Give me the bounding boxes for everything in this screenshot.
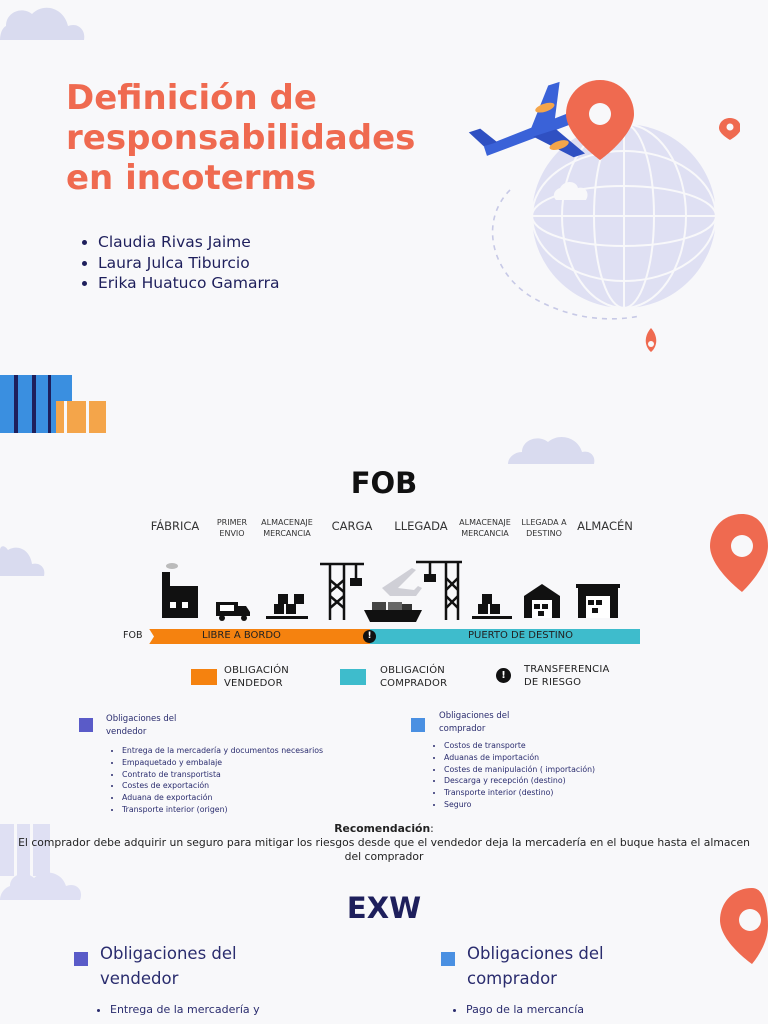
- stage-label: ALMACÉN: [577, 519, 633, 533]
- fob-seller-list: [108, 745, 362, 816]
- cloud-top-left-icon: [0, 0, 90, 45]
- list-item: • Transporte interior (origen): [122, 804, 362, 816]
- fob-buyer-list: [430, 740, 664, 811]
- fob-seller-title: Obligaciones del vendedor: [106, 714, 177, 737]
- free-on-board-label: LIBRE A BORDO: [202, 630, 281, 641]
- exw-buyer-title: Obligaciones del comprador: [467, 944, 604, 988]
- stage-label: CARGA: [331, 519, 373, 533]
- list-item: • Costes de exportación: [122, 780, 362, 792]
- legend-risk-icon: !: [496, 668, 511, 683]
- list-item: • Entrega de la mercadería y documentos necesarios: [122, 745, 362, 757]
- risk-transfer-marker-icon: !: [363, 630, 376, 643]
- list-item: • Pago de la mercancía: [466, 1002, 706, 1018]
- globe-illustration-icon: [440, 70, 740, 360]
- boxes-decoration-icon: [0, 375, 106, 433]
- stage-label: PRIMER ENVIO: [216, 518, 248, 538]
- cloud-left-icon: [0, 536, 46, 578]
- legend-seller-swatch: [191, 669, 217, 685]
- factory-icon: [162, 563, 198, 618]
- list-item: • Aduana de exportación: [122, 792, 362, 804]
- legend-seller-label: OBLIGACIÓN VENDEDOR: [224, 665, 289, 689]
- fob-tag-label: FOB: [123, 630, 143, 641]
- recommendation-label: Recomendación: [334, 822, 431, 835]
- recommendation: Recomendación: El comprador debe adquirir un seguro para mitigar los riesgos desde que el vendedor deja la mercadería en el buque hasta el almacen del comprador: [18, 822, 750, 863]
- crane-icon: [416, 562, 462, 620]
- legend-buyer-label: OBLIGACIÓN COMPRADOR: [380, 665, 448, 689]
- recommendation-text: El comprador debe adquirir un seguro para mitigar los riesgos desde que el vendedor deja la mercadería en el buque hasta el almacen del comprador: [18, 836, 750, 863]
- legend-risk-label: TRANSFERENCIA DE RIESGO: [524, 664, 610, 688]
- fob-title: FOB: [350, 466, 418, 500]
- truck-icon: [216, 602, 250, 621]
- exw-buyer-list: [452, 1002, 706, 1018]
- author-list: [82, 232, 280, 294]
- storage-boxes-icon: [266, 594, 308, 619]
- exw-title: EXW: [346, 891, 422, 925]
- warehouse-icon: [524, 584, 560, 618]
- legend-buyer-swatch: [340, 669, 366, 685]
- crane-icon: [320, 564, 364, 620]
- page-title: [66, 78, 466, 198]
- list-item: • Transporte interior (destino): [444, 787, 664, 799]
- list-item: • Contrato de transportista: [122, 769, 362, 781]
- exw-seller-list: [96, 1002, 350, 1018]
- exw-buyer-bullet-icon: [441, 952, 455, 966]
- destination-port-label: PUERTO DE DESTINO: [468, 630, 574, 641]
- stage-label: ALMACENAJE MERCANCIA: [459, 518, 511, 538]
- author-item: • Claudia Rivas Jaime: [98, 232, 280, 253]
- list-item: • Costos de transporte: [444, 740, 664, 752]
- cloud-mid-icon: [508, 430, 596, 466]
- list-item: • Entrega de la mercadería y: [110, 1002, 350, 1018]
- warehouse-final-icon: [576, 584, 620, 618]
- stage-label: ALMACENAJE MERCANCIA: [261, 518, 313, 538]
- storage-boxes-icon: [472, 594, 512, 619]
- seller-bullet-icon: [79, 718, 93, 732]
- list-item: • Aduanas de importación: [444, 752, 664, 764]
- author-item: • Erika Huatuco Gamarra: [98, 273, 280, 294]
- title-line-2: responsabilidades: [66, 118, 416, 158]
- pin-bottom-right-icon: [718, 886, 768, 966]
- ship-icon: [364, 602, 422, 622]
- title-line-3: en incoterms: [66, 158, 317, 198]
- stage-label: LLEGADA: [394, 519, 448, 533]
- fob-buyer-title: Obligaciones del comprador: [439, 711, 510, 734]
- list-item: • Costes de manipulación ( importación): [444, 764, 664, 776]
- list-item: • Empaquetado y embalaje: [122, 757, 362, 769]
- list-item: • Seguro: [444, 799, 664, 811]
- buyer-bullet-icon: [411, 718, 425, 732]
- exw-seller-title: Obligaciones del vendedor: [100, 944, 237, 988]
- author-item: • Laura Julca Tiburcio: [98, 253, 280, 274]
- exw-seller-bullet-icon: [74, 952, 88, 966]
- pin-right-icon: [708, 512, 768, 594]
- fob-timeline-bar: [120, 629, 640, 644]
- title-line-1: Definición de: [66, 78, 317, 118]
- list-item: • Descarga y recepción (destino): [444, 775, 664, 787]
- logistics-icons-row: [150, 556, 630, 622]
- stage-label: FÁBRICA: [150, 519, 200, 533]
- stage-label: LLEGADA A DESTINO: [521, 518, 567, 538]
